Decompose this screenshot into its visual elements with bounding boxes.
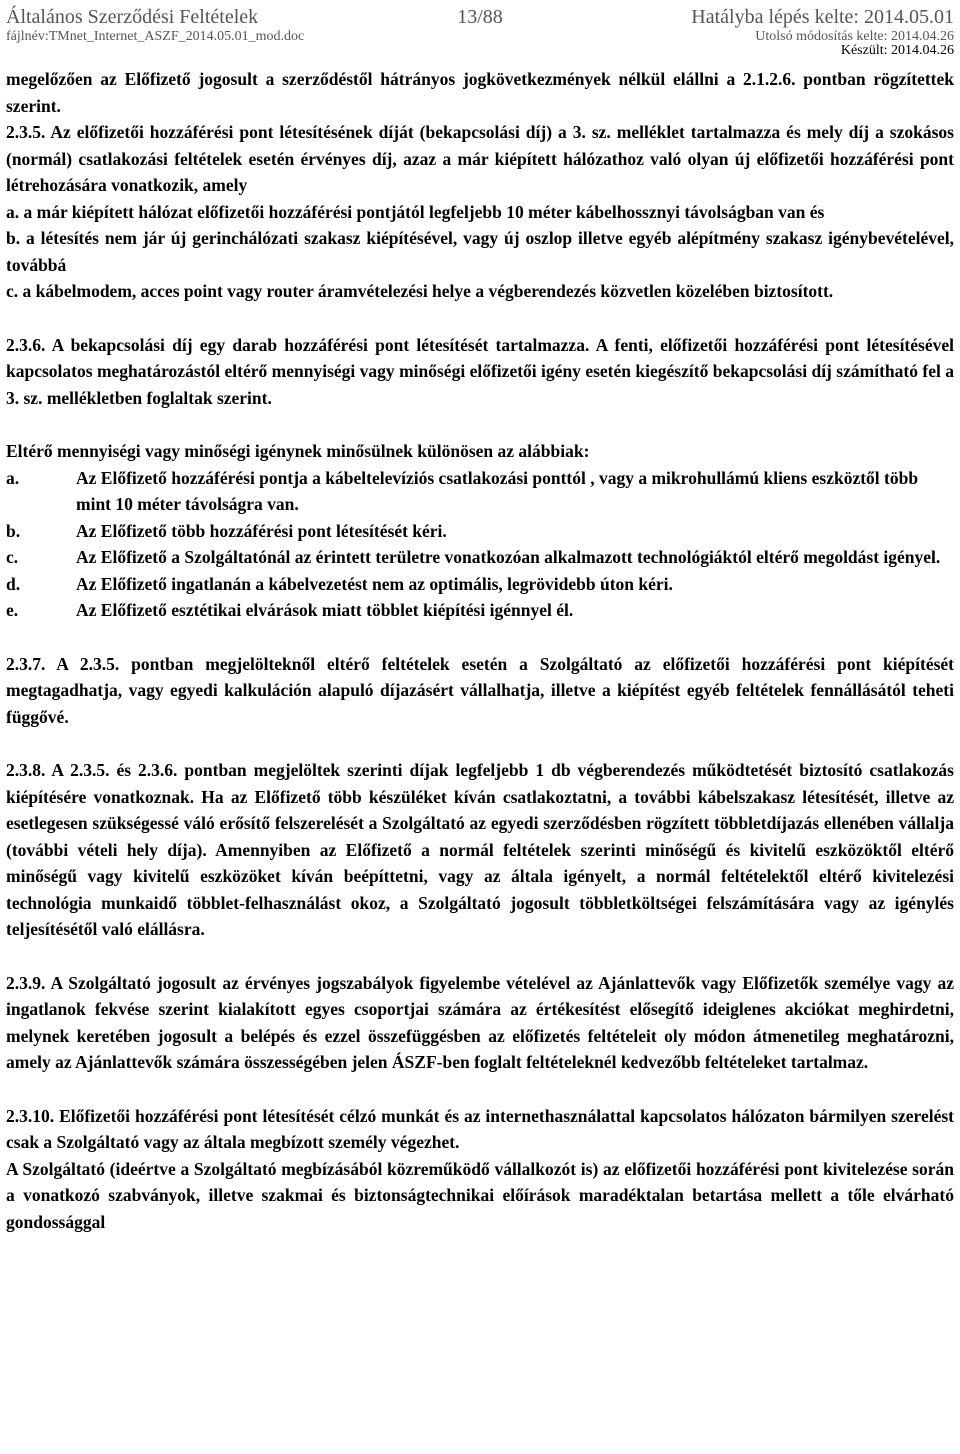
- page-number: 13/88: [457, 6, 503, 28]
- list-item-label: e.: [6, 600, 19, 620]
- list-item-text: Az Előfizető több hozzáférési pont létesítését kéri.: [76, 520, 447, 541]
- header-right: [691, 6, 954, 46]
- list-item-text: Az Előfizető a Szolgáltatónál az érintett területre vonatkozóan alkalmazott technológiáktól eltérő megoldást igényel.: [76, 547, 941, 567]
- list-item-label: b.: [6, 520, 21, 541]
- spacer: [6, 1076, 954, 1103]
- created-date: Készült: 2014.04.26: [840, 43, 954, 58]
- spacer: [6, 943, 954, 970]
- spacer: [6, 411, 954, 438]
- paragraph-2-3-5-a: a. a már kiépített hálózat előfizetői hozzáférési pontjától legfeljebb 10 méter kábelhossznyi távolságban van és: [6, 201, 825, 222]
- document-title: Általános Szerződési Feltételek: [6, 6, 259, 28]
- list-item-text: Az Előfizető hozzáférési pontja a kábeltelevíziós csatlakozási ponttól , vagy a mikrohullámú kliens eszköztől több mint 10 méter távolságra van.: [76, 467, 919, 514]
- list-item: [6, 518, 954, 545]
- spacer: [6, 624, 954, 651]
- effective-date: Hatályba lépés kelte: 2014.05.01: [691, 6, 954, 28]
- spacer: [6, 730, 954, 757]
- list-item-label: d.: [6, 573, 21, 594]
- paragraph-2-3-9: 2.3.9. A Szolgáltató jogosult az érvényes jogszabályok figyelembe vételével az Ajánlattevők vagy Előfizetők személye vagy az ingatlanok fekvése szerint kialakított egyes csoportjai számára az értékesítést elősegítő ideiglenes akciókat meghirdetni, melynek keretében jogosult a belépés és ezzel összefüggésben az előfizetés feltételeit oly módon átmenetileg meghatározni, amely az Ajánlattevők számára összességében jelen ÁSZF-ben foglalt feltételeknél kedvezőbb feltételeket tartalmaz.: [6, 972, 954, 1072]
- paragraph-2-3-8: 2.3.8. A 2.3.5. és 2.3.6. pontban megjelöltek szerinti díjak legfeljebb 1 db végberendezés működtetését biztosító csatlakozás kiépítésére vonatkoznak. Ha az Előfizető több készüléket kíván csatlakoztatni, a további kábelszakasz létesítését, illetve az esetlegesen szükségessé váló erősítő felszerelését a Szolgáltató az egyedi szerződésben rögzített többletdíjazás ellenében vállalja (további vételi hely díja). Amennyiben az Előfizető a normál feltételek szerinti minőségű és kivitelű eszközöktől eltérő minőségű vagy kivitelű eszközöket kíván beépíttetni, vagy az általa igényelt, a normál feltételektől eltérő kivitelezési technológia munkaidő többlet-felhasználást okoz, a Szolgáltató jogosult többletköltségei felszámítására vagy az igénylés teljesítésétől való elállásra.: [6, 760, 954, 939]
- modified-date: Utolsó módosítás kelte: 2014.04.26: [755, 29, 954, 44]
- page-header: [6, 6, 954, 58]
- paragraph-2-3-5-b: b. a létesítés nem jár új gerinchálózati szakasz kiépítésével, vagy új oszlop illetve egyéb alépítmény szakasz igénybevételével, továbbá: [6, 228, 954, 275]
- list-intro: Eltérő mennyiségi vagy minőségi igénynek minősülnek különösen az alábbiak:: [6, 441, 590, 461]
- paragraph-2-3-5-c: c. a kábelmodem, acces point vagy router áramvételezési helye a végberendezés közvetlen közelében biztosított.: [6, 281, 834, 301]
- paragraph-2-3-6: 2.3.6. A bekapcsolási díj egy darab hozzáférési pont létesítését tartalmazza. A fenti, előfizetői hozzáférési pont létesítésével kapcsolatos meghatározástól eltérő mennyiségi vagy minőségi előfizetői igény esetén kiegészítő bekapcsolási díj számítható fel a 3. sz. mellékletben foglaltak szerint.: [6, 334, 954, 408]
- paragraph-2-3-5: 2.3.5. Az előfizetői hozzáférési pont létesítésének díját (bekapcsolási díj) a 3. sz. melléklet tartalmazza és mely díj a szokásos (normál) csatlakozási feltételek esetén érvényes díj, azaz a már kiépített hálózathoz való olyan új előfizetői hozzáférési pont létrehozására vonatkozik, amely: [6, 122, 954, 195]
- spacer: [6, 305, 954, 332]
- list-item: [6, 465, 954, 518]
- list-item: [6, 571, 954, 598]
- list-item-label: a.: [6, 467, 20, 488]
- paragraph-2-3-10: 2.3.10. Előfizetői hozzáférési pont létesítését célzó munkát és az internethasználattal kapcsolatos hálózaton bármilyen szerelést csak a Szolgáltató vagy az általa megbízott személy végezhet.: [6, 1105, 954, 1152]
- document-body: [6, 66, 954, 1235]
- list-item: [6, 544, 954, 571]
- list-item-text: Az Előfizető ingatlanán a kábelvezetést nem az optimális, legrövidebb úton kéri.: [76, 573, 673, 594]
- list-item-text: Az Előfizető esztétikai elvárások miatt többlet kiépítési igénnyel él.: [76, 600, 574, 620]
- file-name: fájlnév:TMnet_Internet_ASZF_2014.05.01_mod.doc: [6, 29, 305, 44]
- paragraph: A Szolgáltató (ideértve a Szolgáltató megbízásából közreműködő vállalkozót is) az előfizetői hozzáférési pont kivitelezése során a vonatkozó szabványok, illetve szakmai és biztonságtechnikai előírások maradéktalan betartása mellett a tőle elvárható gondossággal: [6, 1158, 954, 1232]
- paragraph-2-3-7: 2.3.7. A 2.3.5. pontban megjelölteknől eltérő feltételek esetén a Szolgáltató az előfizetői hozzáférési pont kiépítését megtagadhatja, vagy egyedi kalkuláción alapuló díjazásért vállalhatja, illetve a kiépítést egyéb feltételek fennállásától teheti függővé.: [6, 653, 954, 727]
- list-item: [6, 597, 954, 624]
- paragraph: megelőzően az Előfizető jogosult a szerződéstől hátrányos jogkövetkezmények nélkül elállni a 2.1.2.6. pontban rögzítettek szerint.: [6, 69, 954, 116]
- list-item-label: c.: [6, 547, 19, 567]
